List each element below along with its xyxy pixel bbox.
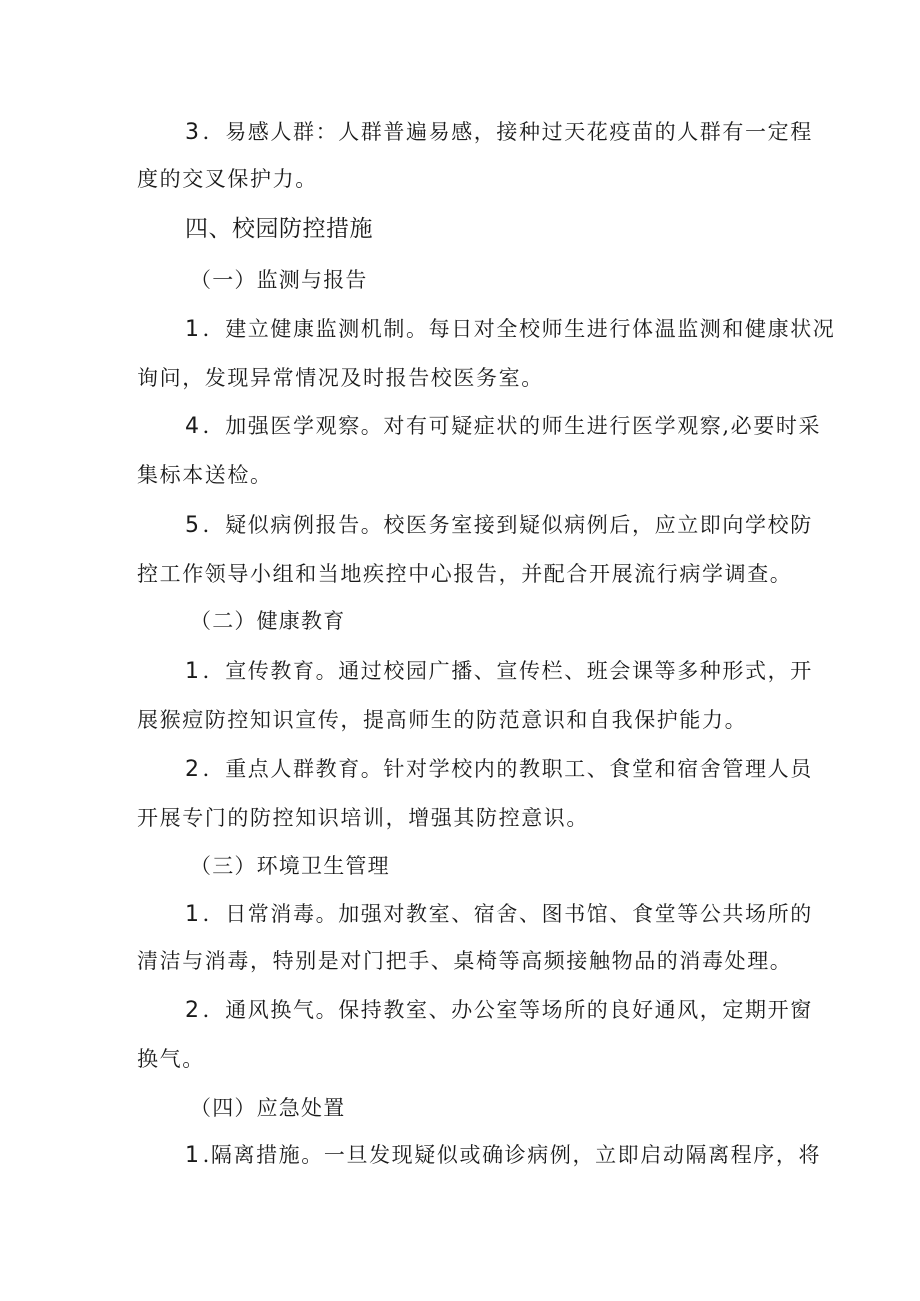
line-text: ．加强医学观察。对有可疑症状的师生进行医学观察,必要时采 [202, 414, 822, 438]
subsection-heading [190, 851, 390, 881]
line-text: ．日常消毒。加强对教室、宿舍、图书馆、食堂等公共场所的 [202, 902, 813, 926]
subheading-text: （三）环境卫生管理 [190, 854, 390, 878]
item-number: 5 [185, 513, 201, 538]
paragraph-line [185, 117, 813, 148]
paragraph-line [137, 559, 792, 589]
subheading-text: （二）健康教育 [190, 609, 346, 633]
subheading-text: （一）监测与报告 [190, 268, 368, 292]
line-text: ．建立健康监测机制。每日对全校师生进行体温监测和健康状况 [202, 317, 836, 341]
subheading-text: （四）应急处置 [190, 1096, 346, 1120]
paragraph-line [185, 411, 821, 442]
paragraph-line [137, 946, 792, 976]
line-text: 清洁与消毒，特别是对门把手、桌椅等高频接触物品的消毒处理。 [137, 949, 793, 973]
line-text: ．重点人群教育。针对学校内的教职工、食堂和宿舍管理人员 [202, 757, 813, 781]
paragraph-line [185, 899, 813, 930]
item-number: 2 [185, 998, 201, 1023]
line-text: .隔离措施。一旦发现疑似或确诊病例，立即启动隔离程序，将 [202, 1143, 822, 1167]
line-text: 展猴痘防控知识宣传，提高师生的防范意识和自我保护能力。 [137, 708, 748, 732]
line-text: 询问，发现异常情况及时报告校医务室。 [137, 366, 544, 390]
line-text: ．易感人群：人群普遍易感，接种过天花疫苗的人群有一定程 [202, 120, 813, 144]
line-text: 度的交叉保护力。 [137, 167, 318, 191]
paragraph-line [137, 1044, 205, 1074]
line-text: ．宣传教育。通过校园广播、宣传栏、班会课等多种形式，开 [202, 659, 813, 683]
item-number: 1 [185, 902, 201, 927]
paragraph-line [137, 363, 544, 393]
paragraph-line [137, 803, 589, 833]
item-number: 1 [185, 659, 201, 684]
heading-text: 四、校园防控措施 [185, 216, 373, 242]
section-heading [185, 214, 373, 244]
paragraph-line [185, 995, 813, 1026]
item-number: 1 [185, 1143, 201, 1168]
paragraph-line [185, 1140, 821, 1171]
line-text: 开展专门的防控知识培训，增强其防控意识。 [137, 806, 589, 830]
item-number: 2 [185, 757, 201, 782]
subsection-heading [190, 265, 368, 295]
paragraph-line [137, 460, 273, 490]
item-number: 1 [185, 317, 201, 342]
line-text: ．通风换气。保持教室、办公室等场所的良好通风，定期开窗 [202, 998, 813, 1022]
paragraph-line [185, 314, 835, 345]
line-text: 控工作领导小组和当地疾控中心报告，并配合开展流行病学调查。 [137, 562, 793, 586]
line-text: 换气。 [137, 1047, 205, 1071]
line-text: 集标本送检。 [137, 463, 273, 487]
item-number: 4 [185, 414, 201, 439]
paragraph-line [185, 754, 813, 785]
paragraph-line [185, 656, 813, 687]
item-number: 3 [185, 120, 201, 145]
paragraph-line [137, 164, 318, 194]
subsection-heading [190, 606, 345, 636]
subsection-heading [190, 1093, 345, 1123]
paragraph-line [137, 705, 747, 735]
line-text: ．疑似病例报告。校医务室接到疑似病例后，应立即向学校防 [202, 513, 813, 537]
paragraph-line [185, 510, 813, 541]
